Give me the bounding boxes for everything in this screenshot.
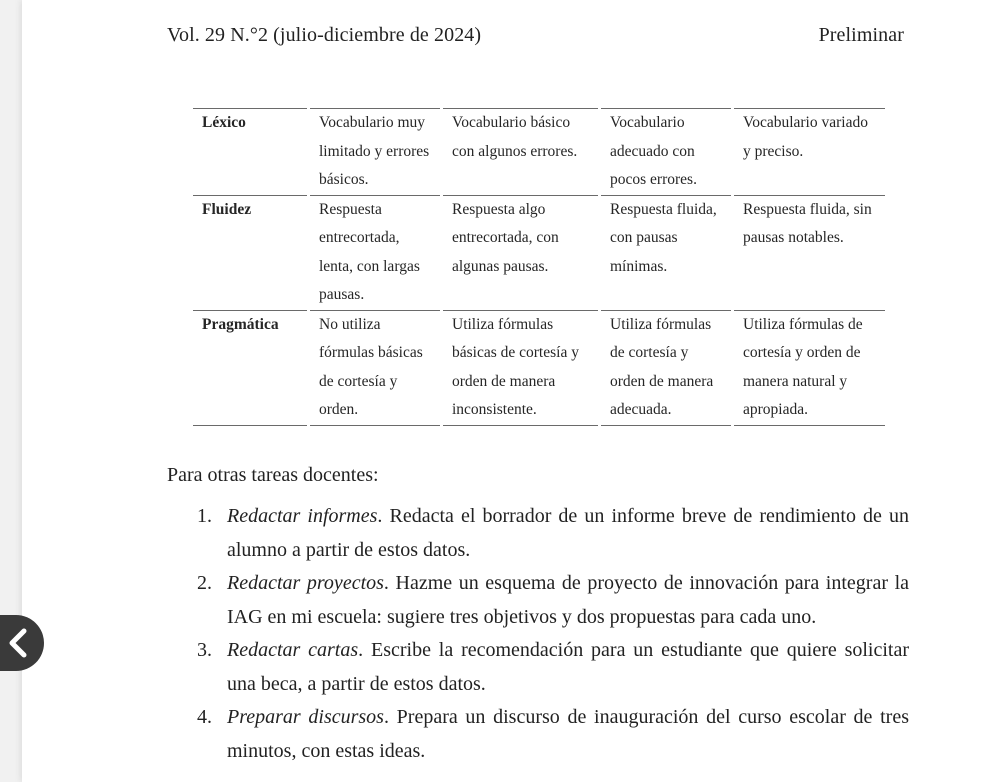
list-number: 1. bbox=[197, 505, 212, 527]
level-cell: Respuesta entrecortada, lenta, con largas pausas. bbox=[309, 195, 442, 310]
criterion-cell: Léxico bbox=[193, 109, 309, 196]
rubric-table bbox=[193, 108, 885, 426]
level-cell: Respuesta algo entrecortada, con algunas pausas. bbox=[442, 195, 600, 310]
task-list bbox=[197, 500, 909, 768]
section-intro: Para otras tareas docentes: bbox=[167, 464, 379, 486]
level-cell: Utiliza fórmulas de cortesía y orden de manera adecuada. bbox=[600, 310, 733, 425]
task-title: Preparar discursos bbox=[227, 706, 384, 728]
list-item bbox=[197, 567, 909, 634]
level-cell: Respuesta fluida, sin pausas notables. bbox=[733, 195, 886, 310]
page-header bbox=[167, 24, 904, 47]
list-number: 3. bbox=[197, 639, 212, 661]
level-cell: Vocabulario muy limitado y errores básicos. bbox=[309, 109, 442, 196]
table-row bbox=[193, 109, 885, 196]
level-cell: Vocabulario adecuado con pocos errores. bbox=[600, 109, 733, 196]
document-page bbox=[22, 0, 1000, 782]
list-item bbox=[197, 701, 909, 768]
table-row bbox=[193, 195, 885, 310]
task-text: . Prepara un discurso de inauguración del curso escolar de tres minutos, con estas ideas. bbox=[227, 706, 909, 762]
list-number: 2. bbox=[197, 572, 212, 594]
list-item bbox=[197, 634, 909, 701]
level-cell: No utiliza fórmulas básicas de cortesía y orden. bbox=[309, 310, 442, 425]
task-text: . Hazme un esquema de proyecto de innovación para integrar la IAG en mi escuela: sugiere tres objetivos y dos propuestas para cada uno. bbox=[227, 572, 910, 628]
level-cell: Utiliza fórmulas básicas de cortesía y orden de manera inconsistente. bbox=[442, 310, 600, 425]
criterion-cell: Fluidez bbox=[193, 195, 309, 310]
task-text: . Redacta el borrador de un informe breve de rendimiento de un alumno a partir de estos datos. bbox=[227, 505, 909, 561]
level-cell: Respuesta fluida, con pausas mínimas. bbox=[600, 195, 733, 310]
list-item bbox=[197, 500, 909, 567]
chevron-left-icon bbox=[7, 628, 29, 658]
task-title: Redactar proyectos bbox=[227, 572, 384, 594]
journal-volume: Vol. 29 N.°2 (julio-diciembre de 2024) bbox=[167, 24, 482, 46]
table-row bbox=[193, 310, 885, 425]
level-cell: Vocabulario variado y preciso. bbox=[733, 109, 886, 196]
criterion-cell: Pragmática bbox=[193, 310, 309, 425]
task-title: Redactar cartas bbox=[227, 639, 359, 661]
level-cell: Utiliza fórmulas de cortesía y orden de manera natural y apropiada. bbox=[733, 310, 886, 425]
level-cell: Vocabulario básico con algunos errores. bbox=[442, 109, 600, 196]
list-number: 4. bbox=[197, 706, 212, 728]
task-title: Redactar informes bbox=[227, 505, 378, 527]
task-text: . Escribe la recomendación para un estudiante que quiere solicitar una beca, a partir de estos datos. bbox=[227, 639, 909, 695]
status-label: Preliminar bbox=[818, 24, 904, 46]
